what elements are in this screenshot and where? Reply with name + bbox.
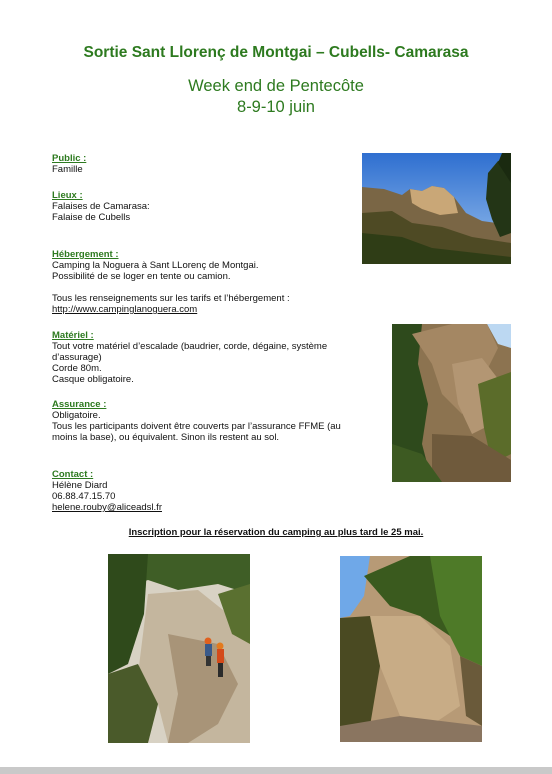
hebergement-line: Camping la Noguera à Sant LLorenç de Montgai.	[52, 260, 259, 271]
section-public	[52, 153, 86, 175]
section-hebergement	[52, 249, 290, 315]
hebergement-info: Tous les renseignements sur les tarifs et l’hébergement :	[52, 293, 290, 304]
contact-name: Hélène Diard	[52, 480, 108, 491]
assurance-line: moins la base), ou équivalent. Sinon ils restent au sol.	[52, 432, 280, 443]
hebergement-line: Possibilité de se loger en tente ou camion.	[52, 271, 231, 282]
section-lieux	[52, 190, 150, 223]
materiel-heading: Matériel :	[52, 330, 94, 341]
lieux-line: Falaise de Cubells	[52, 212, 131, 223]
public-heading: Public :	[52, 153, 87, 164]
hebergement-heading: Hébergement :	[52, 249, 119, 260]
climbers-photo	[108, 554, 250, 743]
materiel-line: Corde 80m.	[52, 363, 102, 374]
cliff-sky-photo	[362, 153, 511, 264]
contact-heading: Contact :	[52, 469, 94, 480]
page-subtitle: Week end de Pentecôte	[188, 77, 364, 95]
cliff-face-photo	[392, 324, 511, 482]
contact-phone: 06.88.47.15.70	[52, 491, 116, 502]
lieux-line: Falaises de Camarasa:	[52, 201, 150, 212]
materiel-line: Casque obligatoire.	[52, 374, 134, 385]
inscription-note: Inscription pour la réservation du camping au plus tard le 25 mai.	[128, 527, 424, 538]
page-bottom-edge	[0, 767, 552, 774]
contact-email-link[interactable]: helene.rouby@aliceadsl.fr	[52, 502, 162, 513]
materiel-line: Tout votre matériel d’escalade (baudrier, corde, dégaine, système	[52, 341, 328, 352]
public-line: Famille	[52, 164, 83, 175]
event-dates: 8-9-10 juin	[237, 98, 315, 116]
assurance-line: Tous les participants doivent être couverts par l’assurance FFME (au	[52, 421, 341, 432]
materiel-line: d’assurage)	[52, 352, 102, 363]
lieux-heading: Lieux :	[52, 190, 83, 201]
rock-wall-photo	[340, 556, 482, 742]
assurance-heading: Assurance :	[52, 399, 107, 410]
assurance-line: Obligatoire.	[52, 410, 101, 421]
section-materiel	[52, 330, 327, 385]
section-contact	[52, 469, 162, 513]
camping-website-link[interactable]: http://www.campinglanoguera.com	[52, 304, 198, 315]
page-title: Sortie Sant Llorenç de Montgai – Cubells- Camarasa	[83, 44, 469, 61]
section-assurance	[52, 399, 341, 443]
